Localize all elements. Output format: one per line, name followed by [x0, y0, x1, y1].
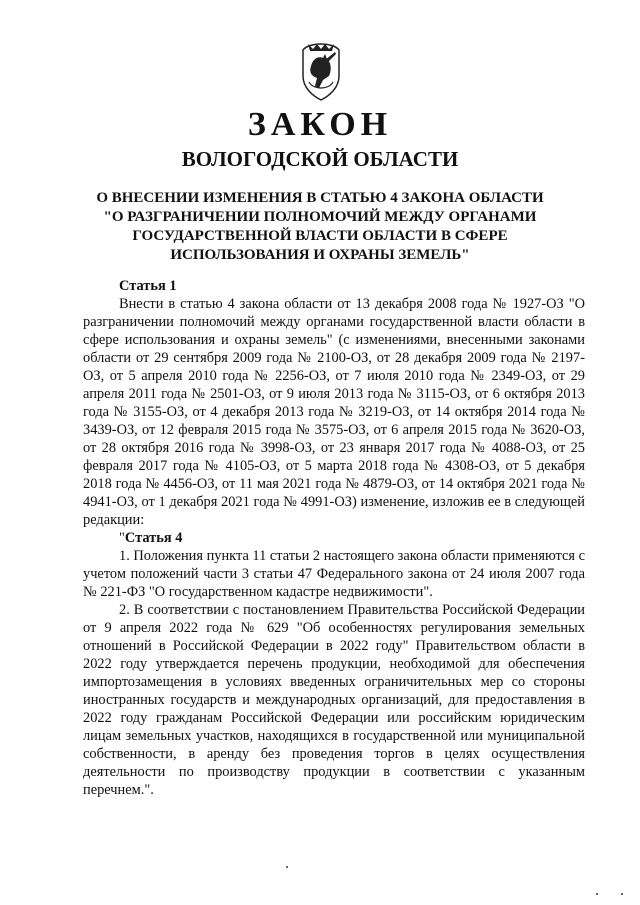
article-1-text: Внести в статью 4 закона области от 13 декабря 2008 года № 1927-ОЗ "О разграничении полномочий между органами государственной власти области в сфере использования и охраны земель" (с изменениями, внесенными законами области от 29 сентября 2009 года № 2100-ОЗ, от 28 декабря 2009 года № 2197-ОЗ, от 5 апреля 2010 года № 2256-ОЗ, от 7 июля 2010 года № 2349-ОЗ, от 29 апреля 2011 года № 2501-ОЗ, от 9 июля 2013 года № 3115-ОЗ, от 6 октября 2013 года № 3155-ОЗ, от 4 декабря 2013 года № 3219-ОЗ, от 14 октября 2014 года № 3439-ОЗ, от 12 февраля 2015 года № 3575-ОЗ, от 6 апреля 2015 года № 3620-ОЗ, от 28 октября 2016 года № 3998-ОЗ, от 23 января 2017 года № 4088-ОЗ, от 25 февраля 2017 года № 4105-ОЗ, от 5 марта 2018 года № 4308-ОЗ, от 5 декабря 2018 года № 4456-ОЗ, от 11 мая 2021 года № 4879-ОЗ, от 14 октября 2021 года № 4941-ОЗ, от 1 декабря 2021 года № 4991-ОЗ) изменение, изложив ее в следующей редакции: — [83, 296, 585, 528]
point-2: 2. В соответствии с постановлением Правительства Российской Федерации от 9 апреля 2022 года № 629 "Об особенностях регулирования земельных отношений в Российской Федерации в 2022 году" Правительством области в 2022 году утверждается перечень продукции, необходимой для обеспечения импортозамещения в условиях введенных ограничительных мер со стороны иностранных государств и международных организаций, для предоставления в 2022 году гражданам Российской Федерации или российским юридическим лицам земельных участков, находящихся в государственной или муниципальной собственности, в аренду без проведения торгов в целях осуществления деятельности по производству продукции в соответствии с указанным перечнем.". — [83, 602, 585, 798]
heading-line: ГОСУДАРСТВЕННОЙ ВЛАСТИ ОБЛАСТИ В СФЕРЕ — [132, 228, 508, 244]
heading-line: О ВНЕСЕНИИ ИЗМЕНЕНИЯ В СТАТЬЮ 4 ЗАКОНА ОБЛАСТИ — [96, 190, 544, 206]
quoted-article-4-title: Статья 4 — [124, 530, 183, 546]
document-body — [83, 277, 585, 799]
scan-speck — [286, 866, 288, 868]
scan-speck — [621, 893, 623, 895]
quoted-article-title — [83, 529, 585, 547]
point-1: 1. Положения пункта 11 статьи 2 настоящего закона области применяются с учетом положений части 3 статьи 47 Федерального закона от 24 июля 2007 года № 221-ФЗ "О государственном кадастре недвижимости". — [83, 548, 585, 600]
coat-of-arms-icon — [299, 40, 343, 102]
document-title: ЗАКОН — [247, 106, 393, 143]
scan-speck — [596, 893, 598, 895]
document-subtitle: ВОЛОГОДСКОЙ ОБЛАСТИ — [181, 147, 459, 171]
quote-mark: " — [119, 530, 125, 546]
law-heading — [80, 189, 560, 265]
heading-line: "О РАЗГРАНИЧЕНИИ ПОЛНОМОЧИЙ МЕЖДУ ОРГАНАМИ — [103, 209, 537, 225]
article-1-title: Статья 1 — [119, 278, 177, 294]
heading-line: ИСПОЛЬЗОВАНИЯ И ОХРАНЫ ЗЕМЕЛЬ" — [170, 247, 470, 263]
